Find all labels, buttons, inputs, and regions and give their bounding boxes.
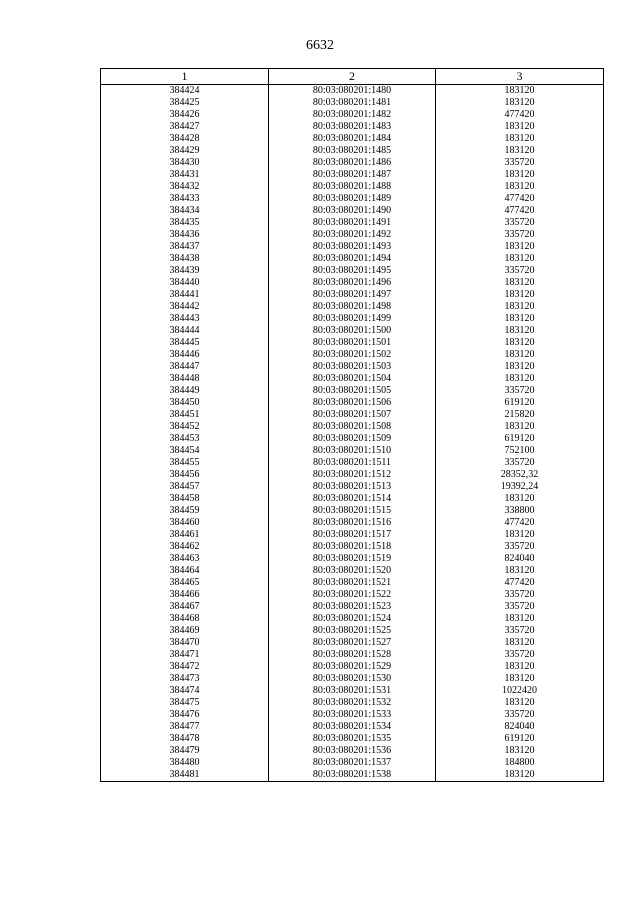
table-cell: 619120: [436, 397, 604, 409]
table-cell: 384461: [101, 529, 269, 541]
table-row: [101, 361, 604, 373]
table-cell: 384455: [101, 457, 269, 469]
table-cell: 384467: [101, 601, 269, 613]
table-cell: 384480: [101, 757, 269, 769]
table-cell: 384475: [101, 697, 269, 709]
table-cell: 183120: [436, 325, 604, 337]
table-row: [101, 253, 604, 265]
table-cell: 183120: [436, 613, 604, 625]
table-cell: 384433: [101, 193, 269, 205]
table-cell: 384446: [101, 349, 269, 361]
table-row: [101, 421, 604, 433]
table-cell: 335720: [436, 217, 604, 229]
table-cell: 384477: [101, 721, 269, 733]
table-row: [101, 181, 604, 193]
table-cell: 752100: [436, 445, 604, 457]
table-row: [101, 97, 604, 109]
table-cell: 80:03:080201:1527: [269, 637, 436, 649]
table-row: [101, 205, 604, 217]
table-row: [101, 577, 604, 589]
table-cell: 80:03:080201:1529: [269, 661, 436, 673]
table-cell: 183120: [436, 133, 604, 145]
table-cell: 384431: [101, 169, 269, 181]
table-row: [101, 697, 604, 709]
table-cell: 80:03:080201:1528: [269, 649, 436, 661]
table-cell: 80:03:080201:1489: [269, 193, 436, 205]
table-cell: 384469: [101, 625, 269, 637]
table-cell: 384479: [101, 745, 269, 757]
table-cell: 384449: [101, 385, 269, 397]
table-row: [101, 649, 604, 661]
table-cell: 80:03:080201:1500: [269, 325, 436, 337]
table-cell: 183120: [436, 673, 604, 685]
table-cell: 19392,24: [436, 481, 604, 493]
table-row: [101, 565, 604, 577]
table-cell: 384428: [101, 133, 269, 145]
table-row: [101, 445, 604, 457]
table-row: [101, 169, 604, 181]
table-cell: 824040: [436, 721, 604, 733]
table-cell: 183120: [436, 745, 604, 757]
table-cell: 183120: [436, 769, 604, 782]
table-row: [101, 373, 604, 385]
table-cell: 183120: [436, 697, 604, 709]
table-cell: 384481: [101, 769, 269, 782]
table-cell: 80:03:080201:1499: [269, 313, 436, 325]
table-row: [101, 109, 604, 121]
table-row: [101, 505, 604, 517]
table-cell: 183120: [436, 313, 604, 325]
table-cell: 183120: [436, 97, 604, 109]
table-cell: 335720: [436, 229, 604, 241]
table-cell: 183120: [436, 373, 604, 385]
table-row: [101, 241, 604, 253]
table-cell: 384438: [101, 253, 269, 265]
table-row: [101, 661, 604, 673]
table-row: [101, 541, 604, 553]
table-cell: 80:03:080201:1519: [269, 553, 436, 565]
table-row: [101, 397, 604, 409]
table-cell: 384457: [101, 481, 269, 493]
table-row: [101, 709, 604, 721]
table-row: [101, 745, 604, 757]
table-cell: 183120: [436, 277, 604, 289]
table-row: [101, 589, 604, 601]
table-cell: 384476: [101, 709, 269, 721]
table-cell: 80:03:080201:1514: [269, 493, 436, 505]
table-header-row: [101, 69, 604, 85]
table-cell: 80:03:080201:1501: [269, 337, 436, 349]
table-cell: 384470: [101, 637, 269, 649]
table-cell: 80:03:080201:1523: [269, 601, 436, 613]
column-header: 3: [436, 69, 604, 85]
table-cell: 384473: [101, 673, 269, 685]
table-cell: 335720: [436, 649, 604, 661]
table-cell: 183120: [436, 121, 604, 133]
table-cell: 183120: [436, 661, 604, 673]
table-cell: 477420: [436, 193, 604, 205]
table-row: [101, 289, 604, 301]
table-cell: 384447: [101, 361, 269, 373]
table-cell: 335720: [436, 265, 604, 277]
table-row: [101, 721, 604, 733]
table-cell: 335720: [436, 589, 604, 601]
table-row: [101, 469, 604, 481]
column-header: 2: [269, 69, 436, 85]
table-cell: 477420: [436, 577, 604, 589]
table-cell: 384445: [101, 337, 269, 349]
table-row: [101, 277, 604, 289]
table-row: [101, 625, 604, 637]
table-cell: 183120: [436, 361, 604, 373]
table-cell: 183120: [436, 529, 604, 541]
table-cell: 384451: [101, 409, 269, 421]
table-row: [101, 301, 604, 313]
page-number: 6632: [306, 38, 334, 53]
table-cell: 80:03:080201:1508: [269, 421, 436, 433]
table-cell: 183120: [436, 181, 604, 193]
table-cell: 183120: [436, 637, 604, 649]
table-row: [101, 133, 604, 145]
table-row: [101, 673, 604, 685]
table-row: [101, 757, 604, 769]
table-cell: 80:03:080201:1532: [269, 697, 436, 709]
data-table: [100, 68, 604, 782]
table-cell: 80:03:080201:1517: [269, 529, 436, 541]
table-row: [101, 517, 604, 529]
table-row: [101, 637, 604, 649]
table-row: [101, 349, 604, 361]
table-cell: 477420: [436, 205, 604, 217]
table-cell: 80:03:080201:1520: [269, 565, 436, 577]
table-cell: 80:03:080201:1521: [269, 577, 436, 589]
table-cell: 335720: [436, 625, 604, 637]
table-cell: 80:03:080201:1498: [269, 301, 436, 313]
table-row: [101, 337, 604, 349]
table-cell: 384442: [101, 301, 269, 313]
table-cell: 384425: [101, 97, 269, 109]
table-row: [101, 229, 604, 241]
table-cell: 80:03:080201:1511: [269, 457, 436, 469]
table-cell: 80:03:080201:1490: [269, 205, 436, 217]
table-row: [101, 493, 604, 505]
table-cell: 80:03:080201:1504: [269, 373, 436, 385]
table-row: [101, 217, 604, 229]
table-cell: 384444: [101, 325, 269, 337]
table-cell: 384432: [101, 181, 269, 193]
table-row: [101, 409, 604, 421]
table-cell: 477420: [436, 109, 604, 121]
table-cell: 183120: [436, 145, 604, 157]
table-cell: 183120: [436, 421, 604, 433]
table-row: [101, 433, 604, 445]
table-cell: 80:03:080201:1512: [269, 469, 436, 481]
table-cell: 183120: [436, 349, 604, 361]
table-cell: 384454: [101, 445, 269, 457]
table-row: [101, 193, 604, 205]
table-cell: 384456: [101, 469, 269, 481]
table-cell: 80:03:080201:1487: [269, 169, 436, 181]
table-cell: 1022420: [436, 685, 604, 697]
table-cell: 384462: [101, 541, 269, 553]
table-cell: 80:03:080201:1488: [269, 181, 436, 193]
table-cell: 80:03:080201:1507: [269, 409, 436, 421]
table-cell: 183120: [436, 493, 604, 505]
table-cell: 477420: [436, 517, 604, 529]
table-cell: 384459: [101, 505, 269, 517]
table-cell: 80:03:080201:1502: [269, 349, 436, 361]
table-cell: 80:03:080201:1535: [269, 733, 436, 745]
table-cell: 183120: [436, 253, 604, 265]
table-row: [101, 157, 604, 169]
table-cell: 183120: [436, 565, 604, 577]
table-row: [101, 769, 604, 782]
table-row: [101, 145, 604, 157]
table-cell: 335720: [436, 385, 604, 397]
table-cell: 80:03:080201:1525: [269, 625, 436, 637]
table-cell: 80:03:080201:1496: [269, 277, 436, 289]
table-cell: 80:03:080201:1524: [269, 613, 436, 625]
table-cell: 384452: [101, 421, 269, 433]
table-cell: 80:03:080201:1505: [269, 385, 436, 397]
table-cell: 80:03:080201:1483: [269, 121, 436, 133]
table-cell: 338800: [436, 505, 604, 517]
table-row: [101, 385, 604, 397]
table-cell: 80:03:080201:1509: [269, 433, 436, 445]
table-row: [101, 457, 604, 469]
table-row: [101, 613, 604, 625]
table-cell: 80:03:080201:1530: [269, 673, 436, 685]
table-row: [101, 121, 604, 133]
table-cell: 384465: [101, 577, 269, 589]
table-cell: 183120: [436, 85, 604, 98]
table-cell: 80:03:080201:1497: [269, 289, 436, 301]
table-cell: 215820: [436, 409, 604, 421]
table-cell: 384448: [101, 373, 269, 385]
table-cell: 80:03:080201:1518: [269, 541, 436, 553]
table-row: [101, 481, 604, 493]
table-cell: 80:03:080201:1522: [269, 589, 436, 601]
table-cell: 80:03:080201:1538: [269, 769, 436, 782]
table-cell: 80:03:080201:1503: [269, 361, 436, 373]
table-cell: 384478: [101, 733, 269, 745]
table-cell: 384471: [101, 649, 269, 661]
table-cell: 80:03:080201:1506: [269, 397, 436, 409]
table-cell: 384441: [101, 289, 269, 301]
table-cell: 384463: [101, 553, 269, 565]
table-cell: 80:03:080201:1515: [269, 505, 436, 517]
table-cell: 384437: [101, 241, 269, 253]
table-cell: 335720: [436, 601, 604, 613]
table-cell: 335720: [436, 709, 604, 721]
table-cell: 335720: [436, 457, 604, 469]
column-header: 1: [101, 69, 269, 85]
table-cell: 384430: [101, 157, 269, 169]
table-cell: 80:03:080201:1495: [269, 265, 436, 277]
table-row: [101, 85, 604, 98]
table-cell: 384443: [101, 313, 269, 325]
table-cell: 384434: [101, 205, 269, 217]
table-cell: 384427: [101, 121, 269, 133]
table-cell: 619120: [436, 433, 604, 445]
table-cell: 80:03:080201:1493: [269, 241, 436, 253]
table-cell: 384453: [101, 433, 269, 445]
table-cell: 80:03:080201:1537: [269, 757, 436, 769]
table-cell: 184800: [436, 757, 604, 769]
table-cell: 28352,32: [436, 469, 604, 481]
table-cell: 384426: [101, 109, 269, 121]
table-cell: 384440: [101, 277, 269, 289]
table-cell: 80:03:080201:1531: [269, 685, 436, 697]
table-cell: 80:03:080201:1510: [269, 445, 436, 457]
table-cell: 384450: [101, 397, 269, 409]
table-row: [101, 601, 604, 613]
table-cell: 80:03:080201:1480: [269, 85, 436, 98]
table-cell: 80:03:080201:1491: [269, 217, 436, 229]
table-cell: 80:03:080201:1533: [269, 709, 436, 721]
table-cell: 384466: [101, 589, 269, 601]
table-cell: 80:03:080201:1536: [269, 745, 436, 757]
table-cell: 183120: [436, 301, 604, 313]
table-cell: 80:03:080201:1534: [269, 721, 436, 733]
table-cell: 384474: [101, 685, 269, 697]
table-cell: 384435: [101, 217, 269, 229]
table-cell: 80:03:080201:1484: [269, 133, 436, 145]
table-row: [101, 325, 604, 337]
table-cell: 183120: [436, 289, 604, 301]
table-row: [101, 733, 604, 745]
table-cell: 384464: [101, 565, 269, 577]
table-row: [101, 529, 604, 541]
table-row: [101, 265, 604, 277]
table-cell: 384424: [101, 85, 269, 98]
table-row: [101, 553, 604, 565]
table-cell: 80:03:080201:1485: [269, 145, 436, 157]
table-cell: 335720: [436, 157, 604, 169]
table-cell: 384458: [101, 493, 269, 505]
table-cell: 80:03:080201:1492: [269, 229, 436, 241]
table-cell: 384460: [101, 517, 269, 529]
table-row: [101, 685, 604, 697]
table-cell: 384436: [101, 229, 269, 241]
table-cell: 619120: [436, 733, 604, 745]
table-cell: 80:03:080201:1481: [269, 97, 436, 109]
table-cell: 384429: [101, 145, 269, 157]
table-cell: 80:03:080201:1513: [269, 481, 436, 493]
table-cell: 824040: [436, 553, 604, 565]
table-cell: 183120: [436, 241, 604, 253]
table-cell: 80:03:080201:1486: [269, 157, 436, 169]
table-body: [101, 85, 604, 782]
table-cell: 80:03:080201:1482: [269, 109, 436, 121]
table-cell: 80:03:080201:1494: [269, 253, 436, 265]
table-cell: 183120: [436, 169, 604, 181]
table-cell: 384468: [101, 613, 269, 625]
table-row: [101, 313, 604, 325]
table-cell: 384472: [101, 661, 269, 673]
table-cell: 183120: [436, 337, 604, 349]
table-cell: 80:03:080201:1516: [269, 517, 436, 529]
table-cell: 384439: [101, 265, 269, 277]
table-cell: 335720: [436, 541, 604, 553]
